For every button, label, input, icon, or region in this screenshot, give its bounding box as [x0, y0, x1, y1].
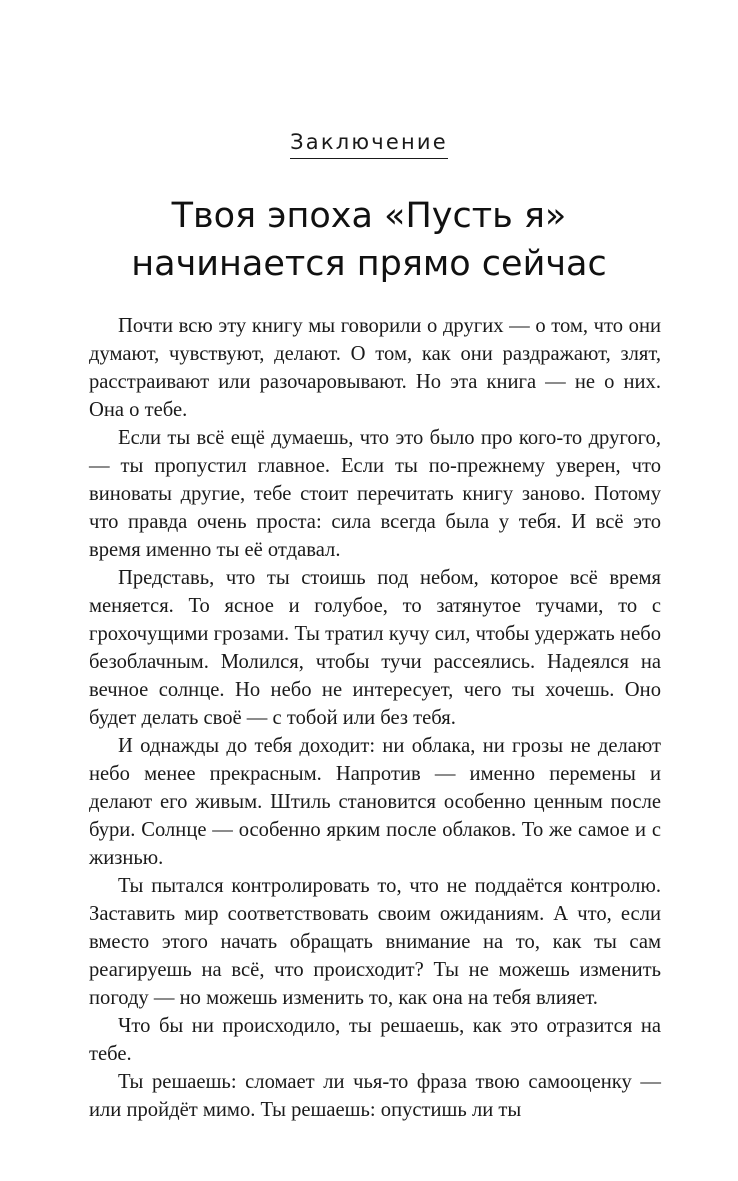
chapter-label-container	[0, 130, 738, 159]
chapter-title-line-2: начинается прямо сейчас	[131, 244, 607, 284]
body-text	[89, 312, 661, 1124]
paragraph: И однажды до тебя доходит: ни облака, ни грозы не делают небо менее прекрасным. Напротив — именно перемены и делают его живым. Штиль становится особенно ценным после бури. Солнце — особенно ярким после облаков. То же самое и с жизнью.	[89, 735, 661, 869]
paragraph: Что бы ни происходило, ты решаешь, как это отразится на тебе.	[89, 1015, 661, 1065]
paragraph: Ты пытался контролировать то, что не поддаётся контролю. Заставить мир соответствовать своим ожиданиям. А что, если вместо этого начать обращать внимание на то, как ты сам реагируешь на всё, что происходит? Ты не можешь изменить погоду — но можешь изменить то, как она на тебя влияет.	[89, 875, 661, 1009]
paragraph: Ты решаешь: сломает ли чья-то фраза твою самооценку — или пройдёт мимо. Ты решаешь: опустишь ли ты	[89, 1071, 661, 1121]
paragraph: Если ты всё ещё думаешь, что это было про кого-то другого, — ты пропустил главное. Если ты по-прежнему уверен, что виноваты другие, тебе стоит перечитать книгу заново. Потому что правда очень проста: сила всегда была у тебя. И всё это время именно ты её отдавал.	[89, 427, 661, 561]
chapter-title	[0, 192, 738, 288]
chapter-title-line-1: Твоя эпоха «Пусть я»	[171, 196, 567, 236]
paragraph: Представь, что ты стоишь под небом, которое всё время меняется. То ясное и голубое, то затянутое тучами, то с грохочущими грозами. Ты тратил кучу сил, чтобы удержать небо безоблачным. Молился, чтобы тучи рассеялись. Надеялся на вечное солнце. Но небо не интересует, чего ты хочешь. Оно будет делать своё — с тобой или без тебя.	[89, 567, 661, 729]
paragraph: Почти всю эту книгу мы говорили о других — о том, что они думают, чувствуют, делают. О том, как они раздражают, злят, расстраивают или разочаровывают. Но эта книга — не о них. Она о тебе.	[89, 315, 661, 421]
chapter-label: Заключение	[290, 130, 448, 159]
